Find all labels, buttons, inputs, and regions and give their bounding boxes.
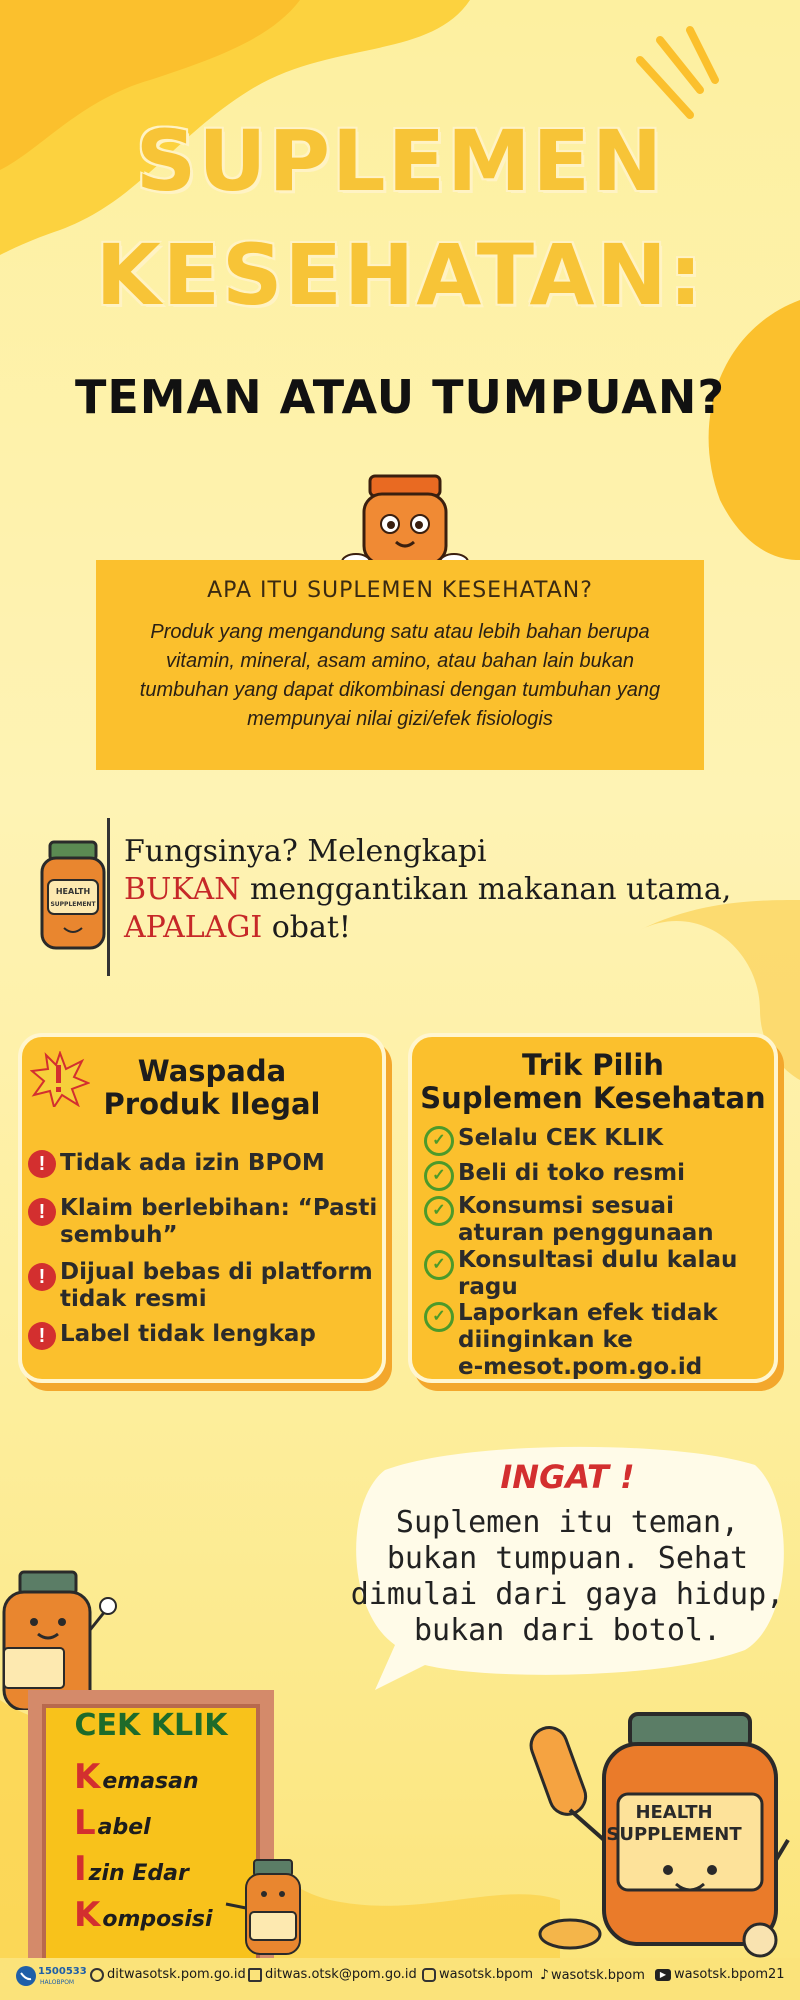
function-divider [107, 818, 110, 976]
tips-title-line-1: Trik Pilih [522, 1048, 664, 1082]
mascot-label [606, 1802, 742, 1846]
function-apalagi-emphasis: APALAGI [124, 910, 263, 945]
email-text: ditwas.otsk@pom.go.id [265, 1967, 417, 1982]
tips-card-title [412, 1049, 774, 1115]
illegal-item-text: Dijual bebas di platform [60, 1259, 373, 1285]
definition-body: Produk yang mengandung satu atau lebih bahan berupa vitamin, mineral, asam amino, atau bahan lain bukan tumbuhan yang dapat dikombinasi dengan tumbuhan yang mempunyai nilai gizi/efek fisiologis [139, 621, 661, 730]
illegal-item-text: Label tidak lengkap [60, 1321, 316, 1347]
tiktok-icon: ♪ [540, 1967, 549, 1983]
check-icon: ✓ [424, 1196, 454, 1226]
function-line-3-rest: obat! [262, 910, 351, 945]
tips-card [408, 1033, 778, 1383]
tips-title-line-2: Suplemen Kesehatan [420, 1081, 766, 1115]
small-bottle-mascot-icon [218, 1858, 308, 1958]
cek-klik-row [74, 1849, 189, 1889]
footer-youtube[interactable] [655, 1967, 785, 1982]
title-line-2: KESEHATAN: [95, 226, 705, 324]
title-line-1: SUPLEMEN [135, 112, 665, 210]
alert-burst-icon [30, 1051, 90, 1107]
tip-item-text: ragu [458, 1274, 518, 1300]
tip-item [458, 1193, 714, 1247]
svg-text:SUPPLEMENT: SUPPLEMENT [50, 901, 96, 908]
cek-klik-row [74, 1803, 151, 1843]
tip-item [458, 1160, 685, 1187]
cek-klik-word: omposisi [102, 1907, 213, 1932]
check-icon: ✓ [424, 1250, 454, 1280]
mascot-label-line-2: SUPPLEMENT [606, 1824, 742, 1845]
illegal-item [60, 1150, 325, 1177]
instagram-icon [422, 1968, 436, 1982]
definition-title: APA ITU SUPLEMEN KESEHATAN? [207, 578, 593, 603]
cek-klik-word: abel [97, 1815, 151, 1840]
subtitle: TEMAN ATAU TUMPUAN? [74, 370, 726, 424]
cek-klik-row [74, 1895, 213, 1935]
illegal-item [60, 1321, 316, 1348]
illegal-item-text: Tidak ada izin BPOM [60, 1150, 325, 1176]
hotline-number: 1500533 [38, 1966, 87, 1977]
phone-icon [14, 1964, 38, 1988]
function-line-3 [124, 910, 351, 945]
illegal-item-text: sembuh” [60, 1222, 178, 1248]
cek-klik-letter: K [74, 1895, 101, 1935]
instagram-text: wasotsk.bpom [439, 1967, 533, 1982]
function-line-2 [124, 872, 731, 907]
cek-klik-word: emasan [102, 1769, 199, 1794]
footer-tiktok[interactable] [540, 1967, 645, 1983]
reminder-line: Suplemen itu teman, [395, 1505, 740, 1540]
footer-email[interactable] [248, 1967, 417, 1982]
illegal-item [60, 1195, 377, 1249]
warning-icon: ! [28, 1150, 56, 1178]
tip-item-text: Konsultasi dulu kalau [458, 1247, 738, 1273]
check-icon: ✓ [424, 1161, 454, 1191]
reminder-line: bukan tumpuan. Sehat [386, 1541, 749, 1576]
function-line-2-rest: menggantikan makanan utama, [240, 872, 732, 907]
mascot-label-line-1: HEALTH [635, 1802, 713, 1823]
cek-klik-title: CEK KLIK [74, 1708, 228, 1743]
footer-website[interactable] [90, 1967, 246, 1982]
tip-item-text: aturan penggunaan [458, 1220, 714, 1246]
mail-icon [248, 1968, 262, 1982]
reminder-line: dimulai dari gaya hidup, [350, 1577, 785, 1612]
cek-klik-letter: K [74, 1757, 101, 1797]
tip-item [458, 1125, 663, 1152]
illegal-product-card [18, 1033, 386, 1383]
illegal-item-text: Klaim berlebihan: “Pasti [60, 1195, 378, 1221]
waving-bottle-mascot-icon [0, 1570, 120, 1710]
check-icon: ✓ [424, 1302, 454, 1332]
youtube-text: wasotsk.bpom21 [674, 1967, 785, 1982]
cek-klik-row [74, 1757, 199, 1797]
tip-item-text: e-mesot.pom.go.id [458, 1354, 703, 1380]
warning-icon: ! [28, 1198, 56, 1226]
website-text: ditwasotsk.pom.go.id [107, 1967, 246, 1982]
svg-text:HEALTH: HEALTH [55, 887, 91, 896]
illegal-item-text: tidak resmi [60, 1286, 207, 1312]
cek-klik-word: zin Edar [88, 1861, 189, 1886]
tip-item [458, 1300, 718, 1381]
reminder-line: bukan dari botol. [413, 1613, 722, 1648]
illegal-item [60, 1259, 373, 1313]
definition-box [96, 560, 704, 770]
illegal-title-line-1: Waspada [137, 1054, 287, 1088]
footer-instagram[interactable] [422, 1967, 533, 1982]
tip-item-text: Selalu CEK KLIK [458, 1125, 664, 1151]
tip-item-text: diinginkan ke [458, 1327, 633, 1353]
cek-klik-letter: L [74, 1803, 96, 1843]
warning-icon: ! [28, 1263, 56, 1291]
tiktok-text: wasotsk.bpom [550, 1968, 645, 1983]
illegal-card-title [82, 1055, 342, 1121]
function-bukan-emphasis: BUKAN [124, 872, 241, 907]
illegal-title-line-2: Produk Ilegal [103, 1087, 321, 1121]
globe-icon [90, 1968, 104, 1982]
health-supplement-bottle-icon [36, 836, 116, 956]
youtube-icon: ▶ [655, 1969, 671, 1981]
bottle-mascot-peeking-icon [330, 468, 480, 568]
tip-item [458, 1247, 737, 1301]
function-line-1: Fungsinya? Melengkapi [124, 834, 487, 869]
reminder-title: INGAT ! [500, 1458, 635, 1496]
check-icon: ✓ [424, 1126, 454, 1156]
cek-klik-letter: I [74, 1849, 87, 1889]
warning-icon: ! [28, 1322, 56, 1350]
tip-item-text: Beli di toko resmi [458, 1160, 686, 1186]
hotline-label: HALOBPOM [40, 1979, 75, 1986]
tip-item-text: Laporkan efek tidak [458, 1300, 718, 1326]
tip-item-text: Konsumsi sesuai [458, 1193, 674, 1219]
